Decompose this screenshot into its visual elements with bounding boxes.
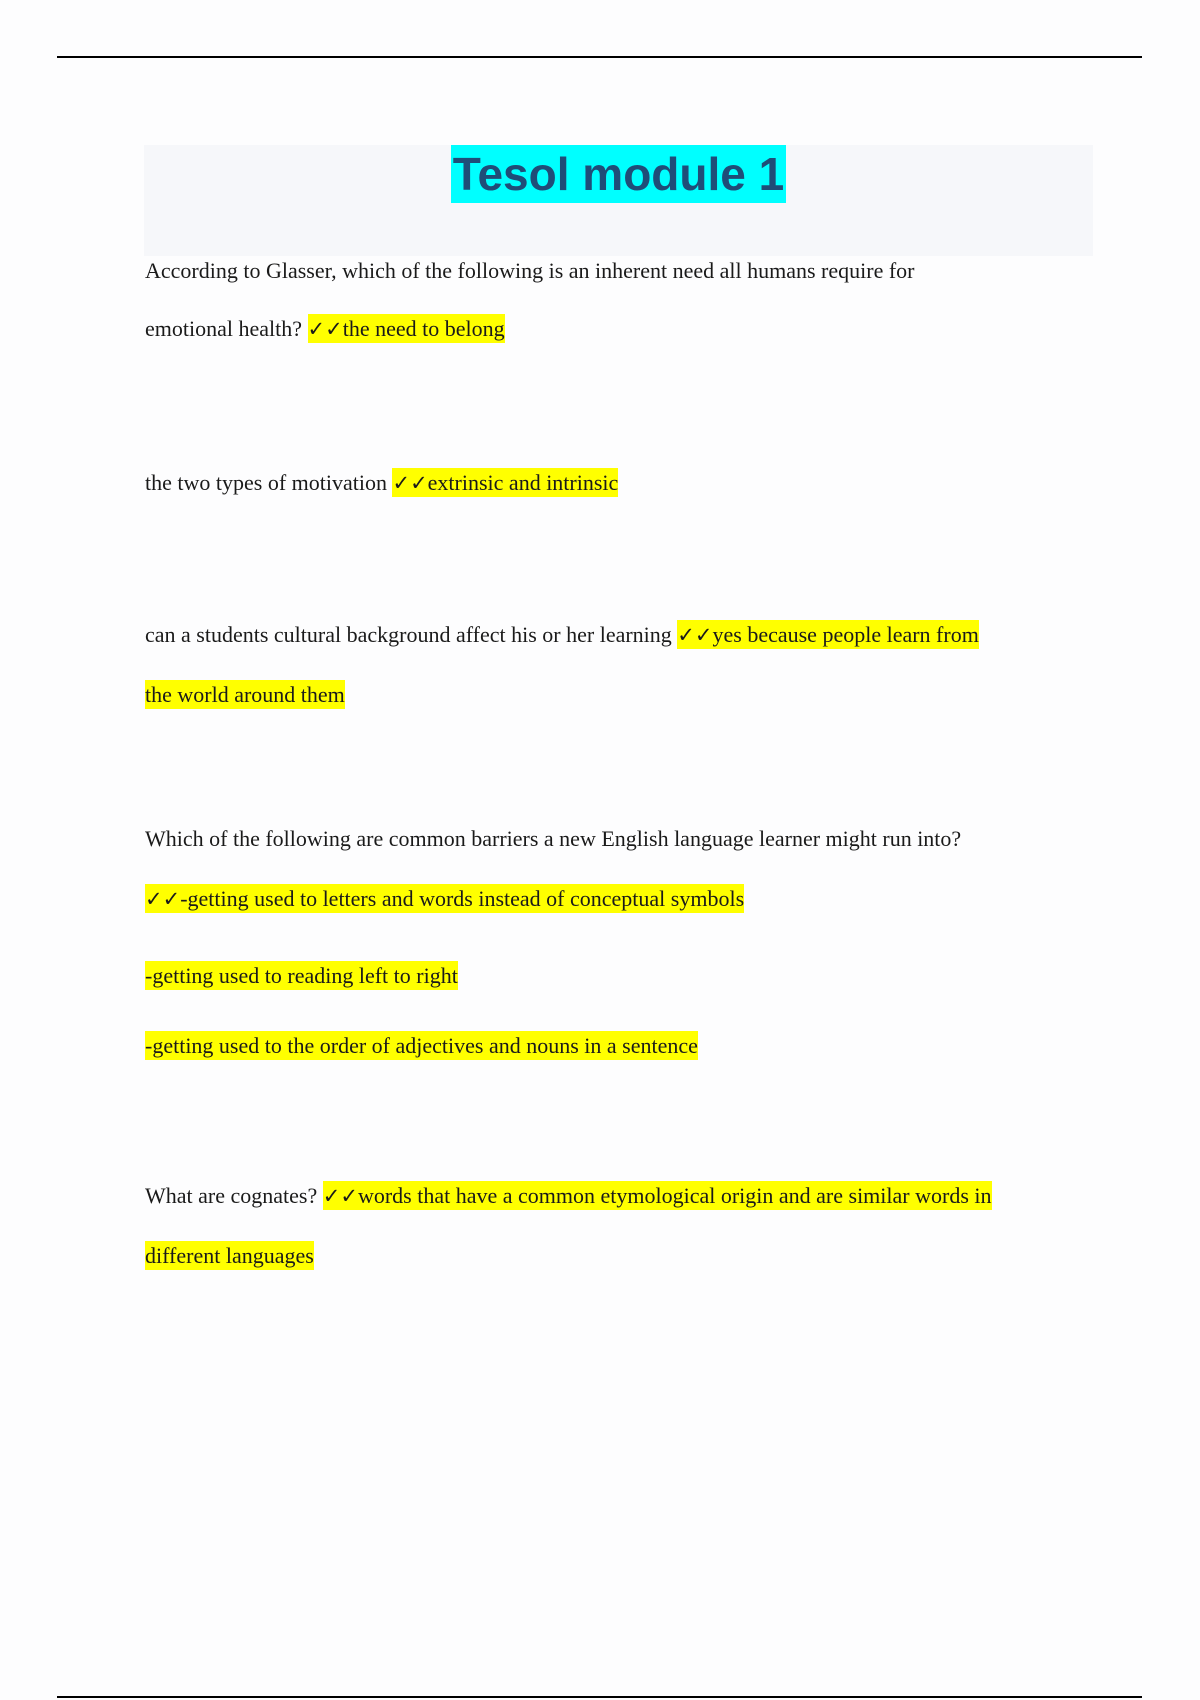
q1-question-line1: According to Glasser, which of the following is an inherent need all humans require for — [145, 258, 915, 283]
q1-answer-highlight — [308, 314, 505, 343]
q4-answer-line2: -getting used to reading left to right — [145, 963, 458, 988]
q5-question: What are cognates? — [145, 1183, 323, 1208]
q3-line2 — [145, 681, 345, 709]
bottom-rule — [57, 1696, 1142, 1698]
q3-answer-line1: yes because people learn from — [712, 622, 979, 647]
q1-question-line2: emotional health? — [145, 316, 308, 341]
q2-line — [145, 469, 618, 497]
q5-line1 — [145, 1182, 992, 1210]
q4-answer-row3 — [145, 1032, 698, 1060]
q2-answer-highlight — [392, 468, 618, 497]
title-container — [144, 145, 1093, 203]
q4-answer-row2 — [145, 962, 458, 990]
q1-answer: the need to belong — [342, 316, 505, 341]
q2-question: the two types of motivation — [145, 470, 393, 495]
q5-line2 — [145, 1242, 314, 1270]
check-mark-icon: ✓✓ — [322, 1184, 358, 1208]
q2-answer: extrinsic and intrinsic — [427, 470, 619, 495]
q5-answer-highlight — [323, 1181, 992, 1210]
q3-question: can a students cultural background affect his or her learning — [145, 622, 678, 647]
q3-answer-line2: the world around them — [145, 682, 345, 707]
q3-line1 — [145, 621, 979, 649]
q4-answer-line3: -getting used to the order of adjectives and nouns in a sentence — [145, 1033, 698, 1058]
q4-answer-highlight — [145, 884, 744, 913]
q1-line2 — [145, 315, 505, 343]
q3-answer-highlight — [677, 620, 979, 649]
check-mark-icon: ✓✓ — [677, 623, 713, 647]
q5-answer-line2: different languages — [145, 1243, 314, 1268]
q4-answer-line1: -getting used to letters and words instead of conceptual symbols — [180, 886, 745, 911]
document-title: Tesol module 1 — [451, 145, 786, 203]
q4-question: Which of the following are common barriers a new English language learner might run into? — [145, 826, 962, 851]
q4-answer-row1 — [145, 885, 744, 913]
check-mark-icon: ✓✓ — [307, 317, 343, 341]
check-mark-icon: ✓✓ — [392, 471, 428, 495]
top-rule — [57, 56, 1142, 58]
check-mark-icon: ✓✓ — [145, 887, 181, 911]
q5-answer-line1: words that have a common etymological origin and are similar words in — [357, 1183, 992, 1208]
